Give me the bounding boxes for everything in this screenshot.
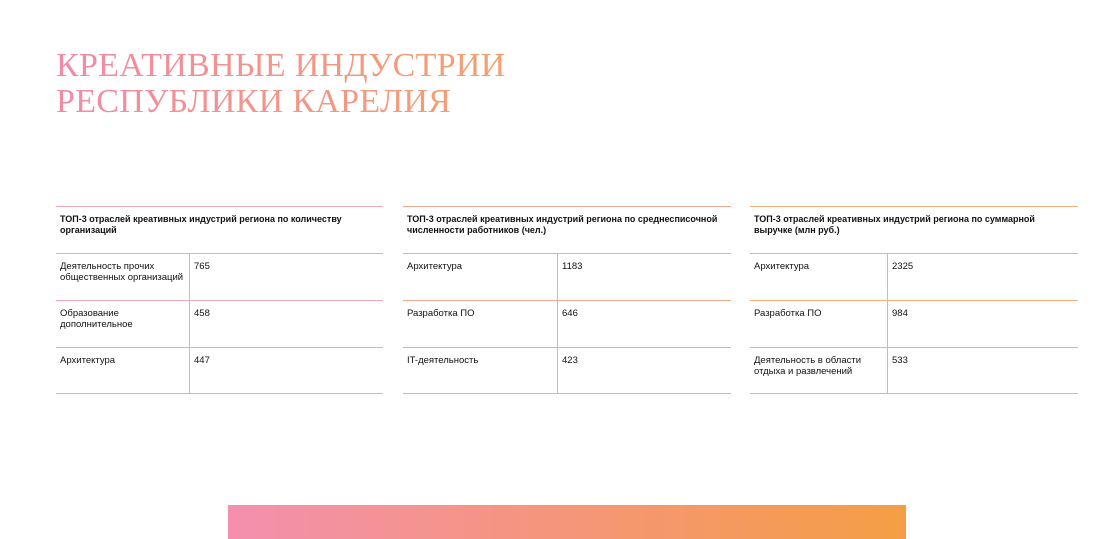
value-cell: 984 — [892, 308, 908, 319]
decorative-gradient-bar — [228, 505, 906, 539]
table-row — [56, 253, 383, 300]
industry-name-cell: IT-деятельность — [403, 348, 558, 393]
value-cell: 533 — [892, 355, 908, 366]
page-title — [56, 48, 506, 120]
table-row — [403, 347, 731, 394]
industry-name-cell: Архитектура — [56, 348, 190, 393]
industry-name-cell: Архитектура — [750, 254, 888, 300]
table-row — [56, 347, 383, 394]
value-cell: 423 — [562, 355, 578, 366]
page-title-line-1: КРЕАТИВНЫЕ ИНДУСТРИИ — [56, 47, 506, 84]
value-cell: 765 — [194, 261, 210, 272]
table-row — [403, 253, 731, 300]
table-revenue — [750, 206, 1078, 397]
value-cell: 646 — [562, 308, 578, 319]
industry-name-cell: Разработка ПО — [750, 301, 888, 347]
table-row — [750, 253, 1078, 300]
table-header: ТОП-3 отраслей креативных индустрий региона по среднесписочной численности работников (чел.) — [403, 206, 731, 253]
value-cell: 447 — [194, 355, 210, 366]
table-row — [750, 347, 1078, 394]
industry-name-cell: Деятельность в области отдыха и развлечений — [750, 348, 888, 393]
table-row — [403, 300, 731, 347]
industry-name-cell: Архитектура — [403, 254, 558, 300]
industry-name-cell: Деятельность прочих общественных организаций — [56, 254, 190, 300]
table-employees-count — [403, 206, 731, 397]
industry-name-cell: Разработка ПО — [403, 301, 558, 347]
value-cell: 1183 — [562, 261, 583, 272]
value-cell: 458 — [194, 308, 210, 319]
table-header: ТОП-3 отраслей креативных индустрий региона по количеству организаций — [56, 206, 383, 253]
industry-name-cell: Образование дополнительное — [56, 301, 190, 347]
table-row — [750, 300, 1078, 347]
table-header: ТОП-3 отраслей креативных индустрий региона по суммарной выручке (млн руб.) — [750, 206, 1078, 253]
page-title-line-2: РЕСПУБЛИКИ КАРЕЛИЯ — [56, 83, 452, 120]
table-organizations-count — [56, 206, 383, 397]
table-row — [56, 300, 383, 347]
value-cell: 2325 — [892, 261, 914, 272]
